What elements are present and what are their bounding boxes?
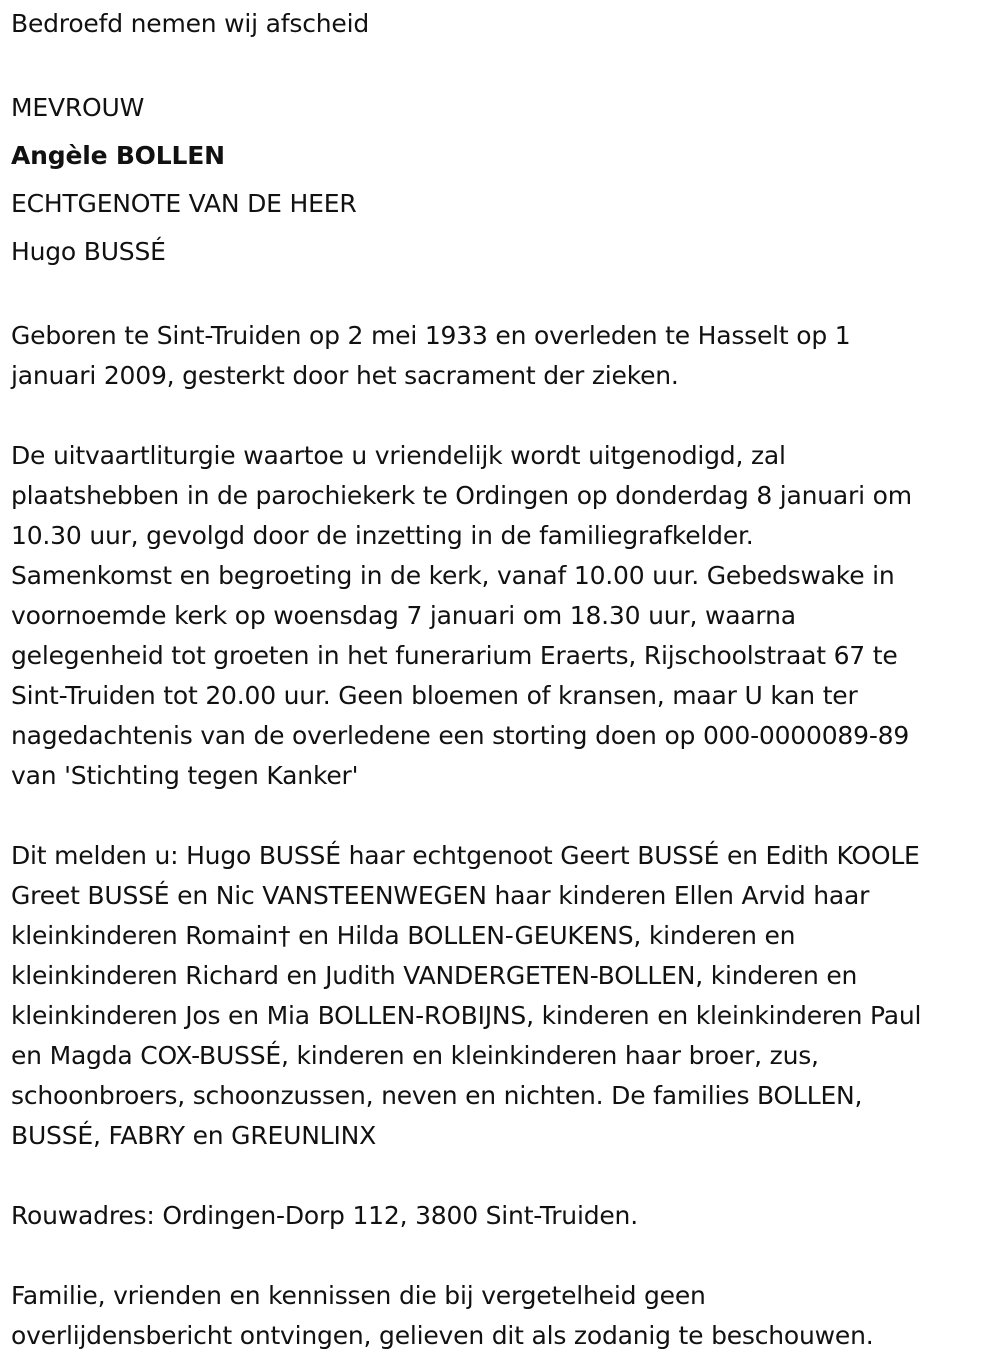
paragraph-line: januari 2009, gesterkt door het sacrament der zieken.: [11, 361, 679, 390]
paragraph-line: nagedachtenis van de overledene een storting doen op 000-0000089-89: [11, 721, 910, 750]
paragraph-line: De uitvaartliturgie waartoe u vriendelijk wordt uitgenodigd, zal: [11, 441, 786, 470]
paragraph-line: Dit melden u: Hugo BUSSÉ haar echtgenoot Geert BUSSÉ en Edith KOOLE: [11, 841, 920, 870]
paragraph-line: BUSSÉ, FABRY en GREUNLINX: [11, 1121, 377, 1150]
paragraph-line: voornoemde kerk op woensdag 7 januari om 18.30 uur, waarna: [11, 601, 796, 630]
family-paragraph: [11, 836, 996, 1156]
obituary-text: [11, 4, 996, 1356]
paragraph-line: kleinkinderen Jos en Mia BOLLEN-ROBIJNS, kinderen en kleinkinderen Paul: [11, 1001, 922, 1030]
paragraph-line: van 'Stichting tegen Kanker': [11, 761, 359, 790]
address-paragraph: [11, 1196, 996, 1236]
paragraph-line: 10.30 uur, gevolgd door de inzetting in de familiegrafkelder.: [11, 521, 754, 550]
paragraph-line: Geboren te Sint-Truiden op 2 mei 1933 en overleden te Hasselt op 1: [11, 321, 851, 350]
funeral-paragraph: [11, 436, 996, 796]
paragraph-line: Samenkomst en begroeting in de kerk, vanaf 10.00 uur. Gebedswake in: [11, 561, 895, 590]
paragraph-line: kleinkinderen Romain† en Hilda BOLLEN-GEUKENS, kinderen en: [11, 921, 796, 950]
paragraph-line: en Magda COX-BUSSÉ, kinderen en kleinkinderen haar broer, zus,: [11, 1041, 819, 1070]
paragraph-line: Familie, vrienden en kennissen die bij vergetelheid geen: [11, 1281, 706, 1310]
paragraph-line: overlijdensbericht ontvingen, gelieven dit als zodanig te beschouwen.: [11, 1321, 874, 1350]
mourning-address: Rouwadres: Ordingen-Dorp 112, 3800 Sint-Truiden.: [11, 1201, 638, 1230]
paragraph-line: schoonbroers, schoonzussen, neven en nichten. De families BOLLEN,: [11, 1081, 863, 1110]
spouse-name: Hugo BUSSÉ: [11, 237, 166, 266]
intro-text: Bedroefd nemen wij afscheid: [11, 9, 369, 38]
closing-paragraph: [11, 1276, 996, 1356]
deceased-block: [11, 84, 996, 276]
salutation: MEVROUW: [11, 93, 145, 122]
deceased-name: Angèle BOLLEN: [11, 141, 225, 170]
birth-death-paragraph: [11, 316, 996, 396]
paragraph-line: gelegenheid tot groeten in het funerarium Eraerts, Rijschoolstraat 67 te: [11, 641, 898, 670]
paragraph-line: Greet BUSSÉ en Nic VANSTEENWEGEN haar kinderen Ellen Arvid haar: [11, 881, 870, 910]
paragraph-line: Sint-Truiden tot 20.00 uur. Geen bloemen of kransen, maar U kan ter: [11, 681, 858, 710]
relation-text: ECHTGENOTE VAN DE HEER: [11, 189, 357, 218]
paragraph-line: plaatshebben in de parochiekerk te Ordingen op donderdag 8 januari om: [11, 481, 912, 510]
paragraph-line: kleinkinderen Richard en Judith VANDERGETEN-BOLLEN, kinderen en: [11, 961, 858, 990]
